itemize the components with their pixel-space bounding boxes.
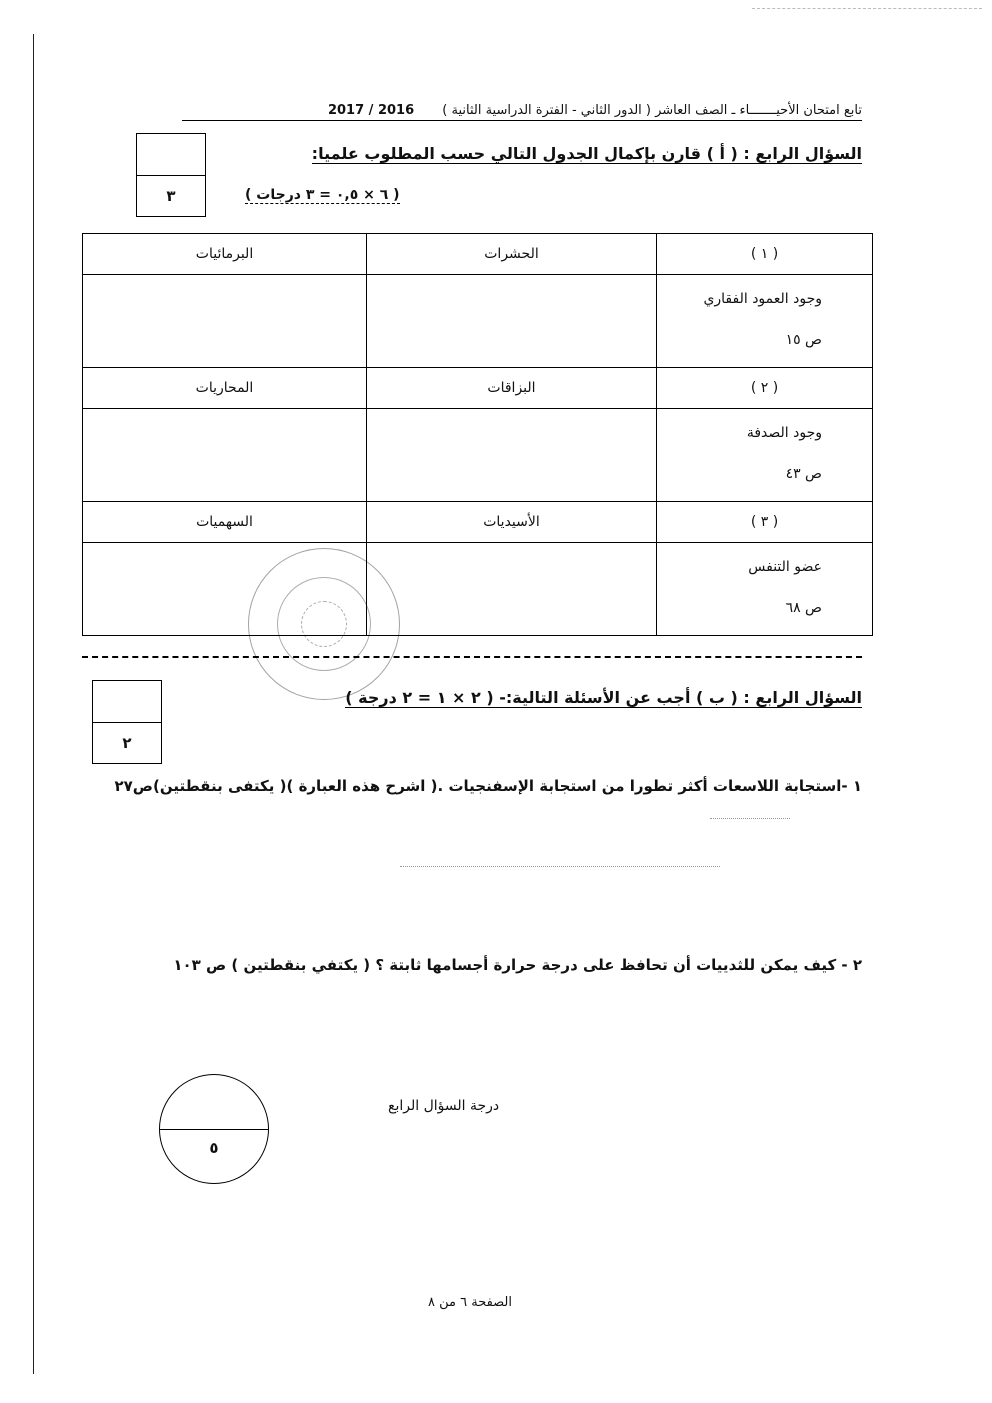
table-row <box>83 368 873 409</box>
row-number: ( ٢ ) <box>657 368 873 409</box>
page-reference: ص ٤٣ <box>785 465 822 482</box>
section-a-score-box <box>136 133 206 217</box>
column-header: البرمائيات <box>83 234 367 275</box>
answer-dots <box>400 866 720 867</box>
section-a-title: السؤال الرابع : ( أ ) قارن بإكمال الجدول التالي حسب المطلوب علميا: <box>311 144 862 163</box>
table-row <box>83 543 873 636</box>
section-a-score-empty <box>137 134 205 175</box>
answer-cell <box>367 275 657 368</box>
table-row <box>83 234 873 275</box>
feature-label: وجود العمود الفقاري <box>703 291 822 307</box>
section-divider <box>82 656 862 658</box>
section-a-score-total: ٣ <box>137 175 205 217</box>
section-b-title: السؤال الرابع : ( ب ) أجب عن الأسئلة التالية:- ( ٢ × ١ = ٢ درجة ) <box>345 688 862 707</box>
answer-cell <box>83 409 367 502</box>
column-header: المحاريات <box>83 368 367 409</box>
feature-cell <box>657 543 873 636</box>
table-row <box>83 409 873 502</box>
column-header: الأسيديات <box>367 502 657 543</box>
exam-header <box>182 103 862 121</box>
top-scan-marks <box>752 8 982 9</box>
section-b-score-total: ٢ <box>93 722 161 764</box>
answer-cell <box>83 543 367 636</box>
exam-year: 2016 / 2017 <box>327 103 415 118</box>
answer-cell <box>367 409 657 502</box>
page-reference: ص ١٥ <box>785 331 822 348</box>
column-header: السهميات <box>83 502 367 543</box>
page-reference: ص ٦٨ <box>785 599 822 616</box>
column-header: البزاقات <box>367 368 657 409</box>
section-b-score-box <box>92 680 162 764</box>
grade-value: ٥ <box>209 1139 219 1157</box>
grade-circle <box>159 1074 269 1184</box>
feature-cell <box>657 275 873 368</box>
answer-cell <box>367 543 657 636</box>
row-number: ( ٣ ) <box>657 502 873 543</box>
column-header: الحشرات <box>367 234 657 275</box>
feature-cell <box>657 409 873 502</box>
table-row <box>83 502 873 543</box>
question-2: ٢ - كيف يمكن للثدييات أن تحافظ على درجة حرارة أجسامها ثابتة ؟ ( يكتفي بنقطتين ) ص ١٠٣ <box>173 956 862 974</box>
grade-label: درجة السؤال الرابع <box>388 1098 500 1114</box>
page-margin-line <box>33 34 34 1374</box>
comparison-table <box>82 233 873 636</box>
page-number: الصفحة ٦ من ٨ <box>428 1295 513 1310</box>
feature-label: وجود الصدفة <box>746 425 822 441</box>
answer-cell <box>83 275 367 368</box>
row-number: ( ١ ) <box>657 234 873 275</box>
answer-dots <box>710 818 790 819</box>
exam-header-title: تابع امتحان الأحيـــــــاء ـ الصف العاشر ( الدور الثاني - الفترة الدراسية الثانية ) <box>442 103 862 118</box>
feature-label: عضو التنفس <box>748 559 822 575</box>
section-a-marks: ( ٦ × ٠,٥ = ٣ درجات ) <box>245 187 400 203</box>
table-row <box>83 275 873 368</box>
question-1: ١ -استجابة اللاسعات أكثر تطورا من استجابة الإسفنجيات .( اشرح هذه العبارة )( يكتفى بنقطتين)ص٢٧ <box>114 777 862 795</box>
section-b-score-empty <box>93 681 161 722</box>
